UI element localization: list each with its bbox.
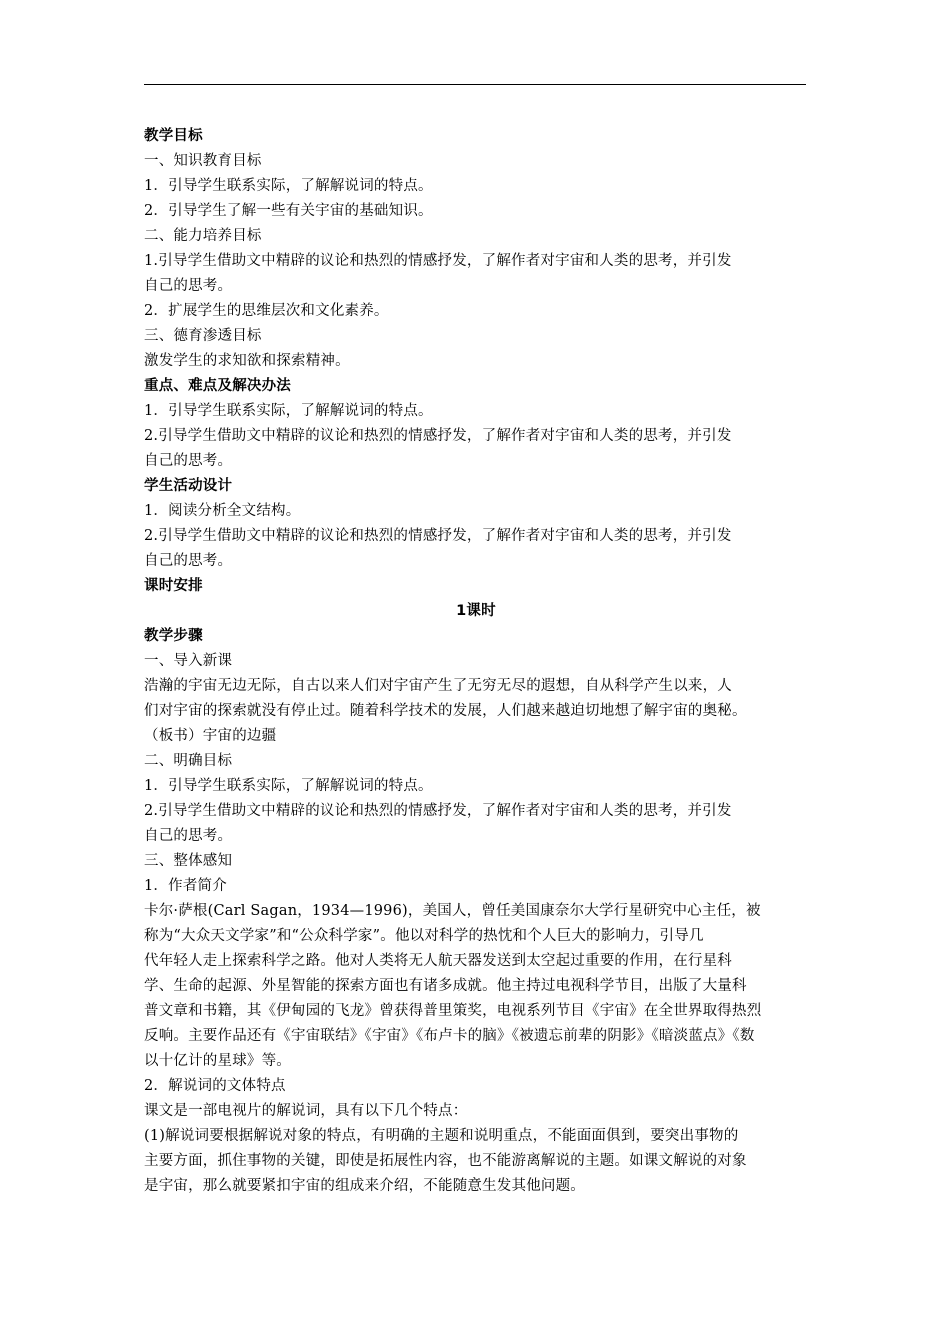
text-line: （板书）宇宙的边疆 (144, 728, 277, 744)
text-line: 2.引导学生借助文中精辟的议论和热烈的情感抒发，了解作者对宇宙和人类的思考，并引发 (144, 428, 732, 444)
text-line: 2.引导学生借助文中精辟的议论和热烈的情感抒发，了解作者对宇宙和人类的思考，并引发 (144, 528, 732, 544)
text-line: 自己的思考。 (144, 553, 233, 569)
section-heading: 教学目标 (144, 128, 203, 144)
text-line: 2．引导学生了解一些有关宇宙的基础知识。 (144, 203, 433, 219)
text-line: 二、能力培养目标 (144, 228, 262, 244)
text-line: 反响。主要作品还有《宇宙联结》《宇宙》《布卢卡的脑》《被遗忘前辈的阴影》《暗淡蓝点》《数 (144, 1028, 755, 1044)
section-heading: 课时安排 (144, 578, 203, 594)
text-line: 课文是一部电视片的解说词，具有以下几个特点： (144, 1103, 468, 1119)
text-line: 以十亿计的星球》等。 (144, 1053, 291, 1069)
text-line: 普文章和书籍，其《伊甸园的飞龙》曾获得普里策奖，电视系列节目《宇宙》在全世界取得热烈 (144, 1003, 762, 1019)
text-line: 2．解说词的文体特点 (144, 1078, 286, 1094)
section-heading: 学生活动设计 (144, 478, 233, 494)
text-line: 主要方面，抓住事物的关键，即使是拓展性内容，也不能游离解说的主题。如课文解说的对象 (144, 1153, 747, 1169)
text-line: 学、生命的起源、外星智能的探索方面也有诸多成就。他主持过电视科学节目，出版了大量科 (144, 978, 747, 994)
section-heading: 教学步骤 (144, 628, 203, 644)
text-line: 三、德育渗透目标 (144, 328, 262, 344)
document-body (144, 124, 808, 1199)
text-line: 是宇宙，那么就要紧扣宇宙的组成来介绍，不能随意生发其他问题。 (144, 1178, 585, 1194)
section-heading: 重点、难点及解决办法 (144, 378, 291, 394)
text-line: 2.引导学生借助文中精辟的议论和热烈的情感抒发，了解作者对宇宙和人类的思考，并引发 (144, 803, 732, 819)
text-line: 1.引导学生借助文中精辟的议论和热烈的情感抒发，了解作者对宇宙和人类的思考，并引发 (144, 253, 732, 269)
text-line: 自己的思考。 (144, 453, 233, 469)
text-line: 1．作者简介 (144, 878, 227, 894)
text-line: 二、明确目标 (144, 753, 233, 769)
text-line: 一、知识教育目标 (144, 153, 262, 169)
header-rule (144, 84, 806, 85)
text-line: 代年轻人走上探索科学之路。他对人类将无人航天器发送到太空起过重要的作用，在行星科 (144, 953, 732, 969)
text-line: 称为“大众天文学家”和“公众科学家”。他以对科学的热忱和个人巨大的影响力，引导几 (144, 928, 704, 944)
text-line: 1．引导学生联系实际，了解解说词的特点。 (144, 778, 433, 794)
section-heading: 1课时 (456, 603, 496, 619)
text-line: 1．引导学生联系实际，了解解说词的特点。 (144, 403, 433, 419)
text-line: 自己的思考。 (144, 278, 233, 294)
text-line: 激发学生的求知欲和探索精神。 (144, 353, 350, 369)
text-line: 1．引导学生联系实际，了解解说词的特点。 (144, 178, 433, 194)
text-line: 1．阅读分析全文结构。 (144, 503, 301, 519)
text-line: 三、整体感知 (144, 853, 233, 869)
text-line: 们对宇宙的探索就没有停止过。随着科学技术的发展，人们越来越迫切地想了解宇宙的奥秘。 (144, 703, 747, 719)
text-line: 一、导入新课 (144, 653, 233, 669)
text-line: 浩瀚的宇宙无边无际，自古以来人们对宇宙产生了无穷无尽的遐想，自从科学产生以来，人 (144, 678, 732, 694)
text-line: (1)解说词要根据解说对象的特点，有明确的主题和说明重点，不能面面俱到，要突出事物的 (144, 1128, 739, 1144)
text-line: 2．扩展学生的思维层次和文化素养。 (144, 303, 389, 319)
text-line: 自己的思考。 (144, 828, 233, 844)
text-line: 卡尔·萨根(Carl Sagan，1934—1996)，美国人，曾任美国康奈尔大学行星研究中心主任，被 (144, 903, 761, 919)
